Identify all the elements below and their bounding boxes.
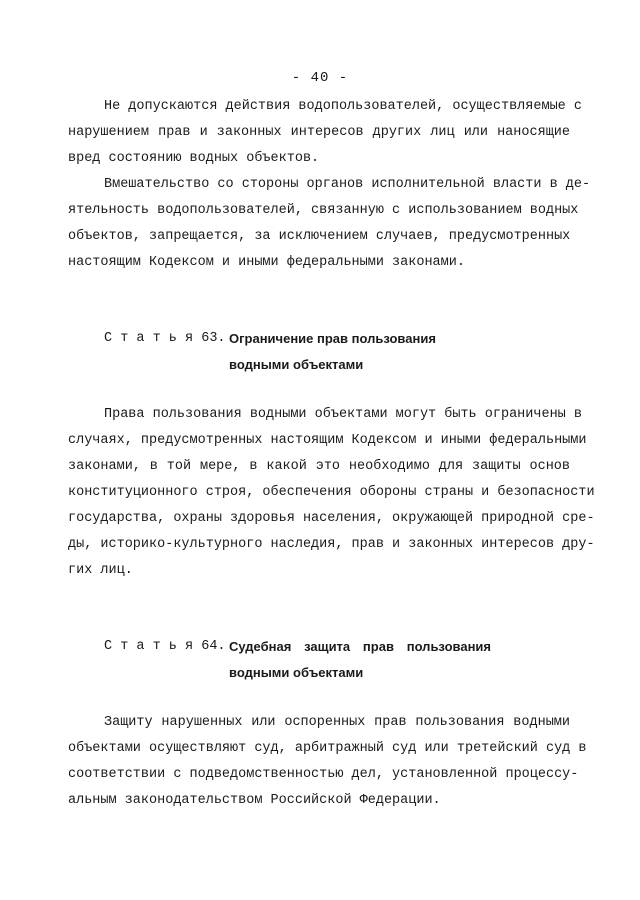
paragraph-line: настоящим Кодексом и иными федеральными законами. bbox=[68, 255, 465, 270]
paragraph-line: случаях, предусмотренных настоящим Кодексом и иными федеральными bbox=[68, 433, 587, 448]
paragraph-line: нарушением прав и законных интересов других лиц или наносящие bbox=[68, 125, 570, 140]
article-title: Ограничение прав пользования bbox=[229, 331, 436, 346]
paragraph-line: Права пользования водными объектами могут быть ограничены в bbox=[104, 407, 582, 422]
article-number: С т а т ь я 63. bbox=[104, 331, 226, 346]
paragraph-line: ятельность водопользователей, связанную с использованием водных bbox=[68, 203, 579, 218]
paragraph-line: конституционного строя, обеспечения обороны страны и безопасности bbox=[68, 485, 595, 500]
article-title: водными объектами bbox=[229, 665, 364, 680]
paragraph-line: вред состоянию водных объектов. bbox=[68, 151, 320, 166]
paragraph-line: объектами осуществляют суд, арбитражный суд или третейский суд в bbox=[68, 741, 587, 756]
paragraph-line: Не допускаются действия водопользователей, осуществляемые с bbox=[104, 99, 582, 114]
article-title: Судебная защита прав пользования bbox=[229, 639, 491, 654]
article-title: водными объектами bbox=[229, 357, 364, 372]
paragraph-line: ды, историко-культурного наследия, прав и законных интересов дру- bbox=[68, 537, 595, 552]
paragraph-line: законами, в той мере, в какой это необходимо для защиты основ bbox=[68, 459, 570, 474]
article-number: С т а т ь я 64. bbox=[104, 639, 226, 654]
paragraph-line: Вмешательство со стороны органов исполнительной власти в де- bbox=[104, 177, 591, 192]
paragraph-line: альным законодательством Российской Федерации. bbox=[68, 793, 441, 808]
paragraph-line: гих лиц. bbox=[68, 563, 133, 578]
paragraph-line: Защиту нарушенных или оспоренных прав пользования водными bbox=[104, 715, 570, 730]
paragraph-line: объектов, запрещается, за исключением случаев, предусмотренных bbox=[68, 229, 571, 244]
paragraph-line: соответствии с подведомственностью дел, установленной процессу- bbox=[68, 767, 579, 782]
paragraph-line: государства, охраны здоровья населения, окружающей природной сре- bbox=[68, 511, 595, 526]
page-number: - 40 - bbox=[291, 70, 349, 86]
